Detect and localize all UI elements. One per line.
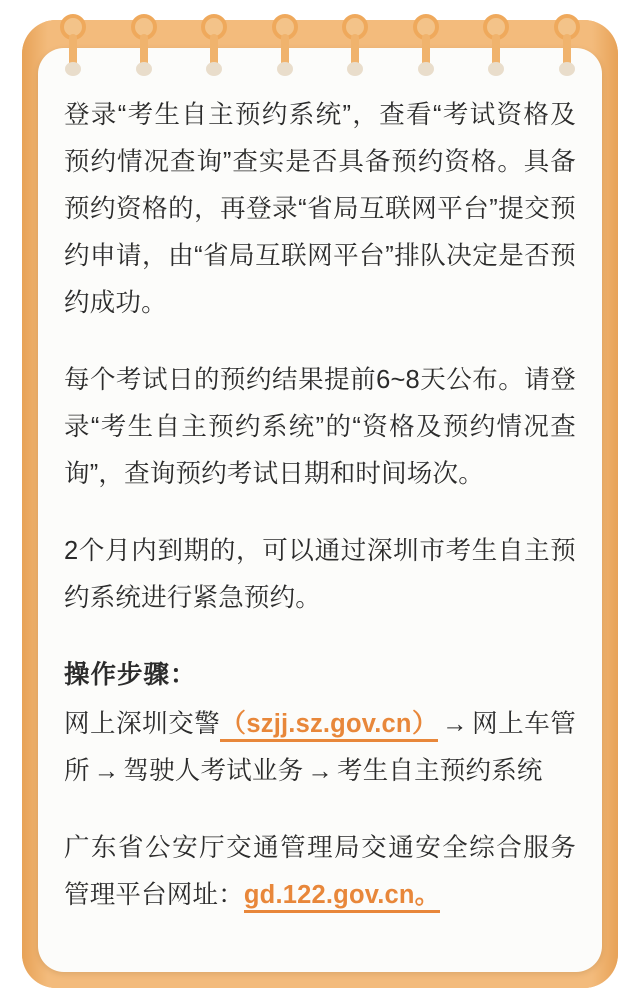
binder-ring-icon	[60, 14, 86, 78]
step-arrow-2-icon: →	[93, 757, 120, 785]
provincial-platform-label: 广东省公安厅交通管理局交通安全综合服务管理平台网址：	[64, 834, 576, 909]
steps-heading: 操作步骤：	[64, 661, 197, 689]
binder-ring-icon	[554, 14, 580, 78]
szjj-website-link[interactable]: （szjj.sz.gov.cn）	[220, 710, 438, 742]
step-2-label: 网上车管所	[64, 710, 576, 785]
step-3-label: 驾驶人考试业务	[123, 757, 304, 785]
paragraph-urgent-booking: 2个月内到期的，可以通过深圳市考生自主预约系统进行紧急预约。	[64, 537, 576, 612]
note-content	[58, 78, 582, 958]
gd122-website-link[interactable]: gd.122.gov.cn。	[244, 881, 440, 913]
step-arrow-1-icon: →	[442, 710, 468, 738]
binder-ring-icon	[131, 14, 157, 78]
binder-ring-icon	[483, 14, 509, 78]
step-arrow-3-icon: →	[307, 757, 334, 785]
binder-ring-icon	[201, 14, 227, 78]
paragraph-provincial-platform	[64, 825, 576, 919]
step-4-label: 考生自主预约系统	[337, 757, 543, 785]
binder-ring-icon	[342, 14, 368, 78]
binder-ring-icon	[413, 14, 439, 78]
paragraph-booking-process: 登录“考生自主预约系统”，查看“考试资格及预约情况查询”查实是否具备预约资格。具备预约资格的，再登录“省局互联网平台”提交预约申请，由“省局互联网平台”排队决定是否预约成功。	[64, 101, 576, 317]
binder-rings	[38, 14, 602, 84]
steps-path	[64, 701, 576, 795]
binder-ring-icon	[272, 14, 298, 78]
step-1-label: 网上深圳交警	[64, 710, 221, 738]
paragraph-result-announcement: 每个考试日的预约结果提前6~8天公布。请登录“考生自主预约系统”的“资格及预约情况查询”，查询预约考试日期和时间场次。	[64, 366, 576, 488]
